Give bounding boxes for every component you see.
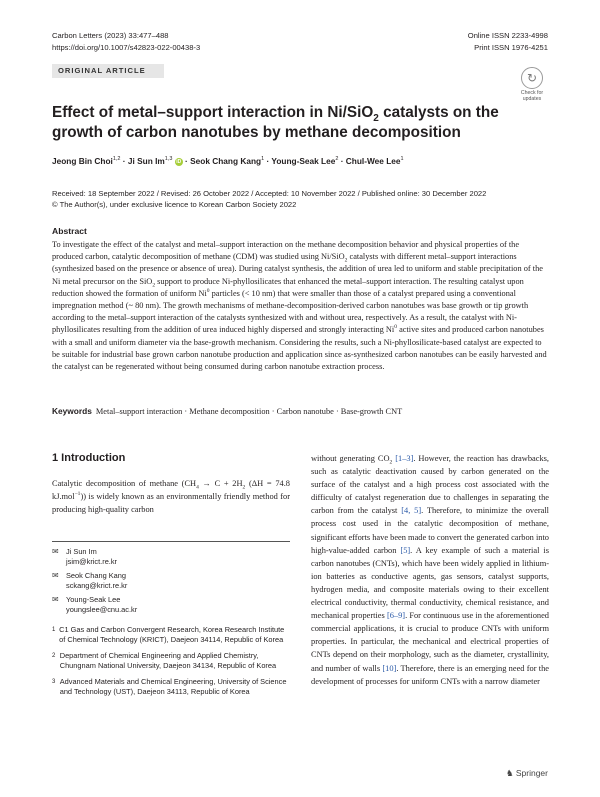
article-type-badge: ORIGINAL ARTICLE bbox=[52, 64, 164, 78]
correspondence-item: ✉ Seok Chang Kang sckang@krict.re.kr bbox=[52, 571, 128, 590]
author-name[interactable]: Ji Sun Im bbox=[127, 156, 165, 166]
keywords-label: Keywords bbox=[52, 406, 92, 416]
online-issn: Online ISSN 2233-4998 bbox=[467, 31, 548, 40]
refresh-icon: ↻ bbox=[521, 67, 543, 89]
envelope-icon: ✉ bbox=[52, 571, 59, 580]
email-link[interactable]: youngslee@cnu.ac.kr bbox=[66, 605, 138, 614]
keywords-list: Metal–support interaction · Methane decomposition · Carbon nanotube · Base-growth CNT bbox=[95, 407, 403, 416]
citation-link[interactable]: [1–3] bbox=[395, 454, 414, 463]
springer-logo-icon: ♞ bbox=[505, 768, 514, 778]
copyright-line: © The Author(s), under exclusive licence to Korean Carbon Society 2022 bbox=[52, 199, 297, 209]
footnotes bbox=[52, 541, 290, 703]
author-name[interactable]: Jeong Bin Choi bbox=[52, 156, 113, 166]
email-link[interactable]: jsim@krict.re.kr bbox=[66, 557, 118, 566]
envelope-icon: ✉ bbox=[52, 547, 59, 556]
citation-link[interactable]: [4, 5] bbox=[401, 506, 422, 516]
correspondence-item: ✉ Ji Sun Im jsim@krict.re.kr bbox=[52, 547, 118, 566]
affiliation-item: 1 C1 Gas and Carbon Convergent Research, Korea Research Institute of Chemical Technology (KRICT), Daejeon 34114, Republic of Korea bbox=[52, 625, 285, 644]
citation-link[interactable]: [6–9] bbox=[386, 611, 406, 621]
doi-link[interactable]: https://doi.org/10.1007/s42823-022-00438-3 bbox=[52, 42, 201, 52]
abstract-heading: Abstract bbox=[52, 226, 87, 236]
author-name[interactable]: Chul-Wee Lee bbox=[345, 156, 401, 166]
abstract-text: To investigate the effect of the catalyst and metal–support interaction on the methane decomposition behavior and physical properties of the produced carbon, catalytic decomposition of methane (CDM) was studied using Ni/SiO$_2$ catalysts with different metal–support interactions (synthesized based on the presence or absence of urea). During catalyst synthesis, the addition of urea led to uniform and stable precipitation of the Ni metal precursor on the SiO$_2$ support to produce Ni-phyllosilicates that enhanced the metal–support interaction. The resulting catalyst upon reduction showed the formation of uniform Ni$^0$ particles (< 10 nm) that were smaller than those of a catalyst prepared using a conventional impregnation method (~ 80 nm). The growth mechanisms of methane-decomposition-derived carbon nanotubes was base growth or tip growth according to the metal–support interaction of the catalysts synthesized with and without urea, respectively. As a result, the catalyst with Ni-phyllosilicates resulting from the addition of urea induced highly dispersed and strongly interacting Ni$^0$ active sites and produced carbon nanotubes with a small and uniform diameter via the base-growth mechanism. Considering the results, such a Ni-phyllosilicate-based catalyst are expected to be suitable for industrial base grown carbon nanotube production and application since as-synthesized carbon nanotubes can be easily harvested and the catalyst can be regenerated without being consumed during carbon nanotube extraction process. bbox=[52, 240, 547, 372]
check-for-updates-button[interactable] bbox=[514, 67, 550, 102]
introduction-paragraph-left: Catalytic decomposition of methane ($CH_4 \to C + 2H_2$ (ΔH = 74.8 kJ.mol$^{-1}$)) is widely known as an environmentally friendly method for producing high-quality carbon bbox=[52, 479, 290, 515]
email-link[interactable]: sckang@krict.re.kr bbox=[66, 581, 128, 590]
publisher-footer bbox=[506, 768, 548, 779]
running-header-left bbox=[52, 30, 200, 53]
affiliation-item: 2 Department of Chemical Engineering and Applied Chemistry, Chungnam National University, Daejeon 34134, Republic of Korea bbox=[52, 651, 277, 670]
citation-link[interactable]: [10] bbox=[382, 663, 397, 673]
envelope-icon: ✉ bbox=[52, 595, 59, 604]
author-list: Jeong Bin Choi$^{1,2}$ · Ji Sun Im$^{1,3}$ iD · Seok Chang Kang$^1$ · Young-Seak Lee$^2$ · Chul-Wee Lee$^1$ bbox=[52, 156, 404, 166]
section-heading-introduction: 1 Introduction bbox=[52, 452, 126, 464]
citation-link[interactable]: [5] bbox=[400, 545, 411, 555]
publisher-name: Springer bbox=[515, 768, 548, 778]
correspondence-item: ✉ Young-Seak Lee youngslee@cnu.ac.kr bbox=[52, 595, 138, 614]
running-header-right bbox=[468, 30, 548, 53]
journal-citation: Carbon Letters (2023) 33:477–488 bbox=[52, 31, 169, 40]
orcid-icon[interactable]: iD bbox=[176, 159, 182, 165]
article-title: Effect of metal–support interaction in Ni/SiO$_2$ catalysts on the growth of carbon nanotubes by methane decomposition bbox=[52, 104, 499, 141]
print-issn: Print ISSN 1976-4251 bbox=[474, 42, 548, 52]
author-name[interactable]: Seok Chang Kang bbox=[190, 156, 262, 166]
check-for-updates-label: Check for updates bbox=[520, 90, 544, 102]
history-dates: Received: 18 September 2022 / Revised: 26 October 2022 / Accepted: 10 November 2022 / Published online: 30 December 2022 bbox=[52, 189, 487, 198]
introduction-paragraph-right: without generating $CO_2$ [1–3]. However, the reaction has drawbacks, such as catalytic deactivation caused by carbon generated on the surface of the catalyst and a high process cost associated with the difficulty of catalyst regeneration due to challenges in separating the carbon from the catalyst [4, 5]. Therefore, to minimize the overall process cost used in the catalytic decomposition of methane, significant efforts have been made to convert the generated carbon into high-value-added carbon [5]. A key example of such a material is carbon nanotubes (CNTs), which have been widely applied in lithium-ion batteries as conductive agents, gas sensors, catalyst supports, hydrogen media, and composite materials owing to their excellent electrical conductivity, thermal conductivity, chemical resistance, and mechanical properties [6–9]. For continuous use in the aforementioned commercial applications, it is crucial to produce CNTs with uniform properties. In particular, the mechanical and electrical properties of CNTs depend on their morphology, such as the diameter, crystallinity, and number of walls [10]. Therefore, there is an emerging need for the development of processes for uniform CNTs with a narrow diameter bbox=[311, 454, 549, 686]
affiliation-item: 3 Advanced Materials and Chemical Engineering, University of Science and Technology (UST), Daejeon 34113, Republic of Korea bbox=[52, 677, 287, 696]
publication-dates bbox=[52, 189, 552, 210]
keywords-line bbox=[52, 406, 549, 416]
author-name[interactable]: Young-Seak Lee bbox=[271, 156, 336, 166]
